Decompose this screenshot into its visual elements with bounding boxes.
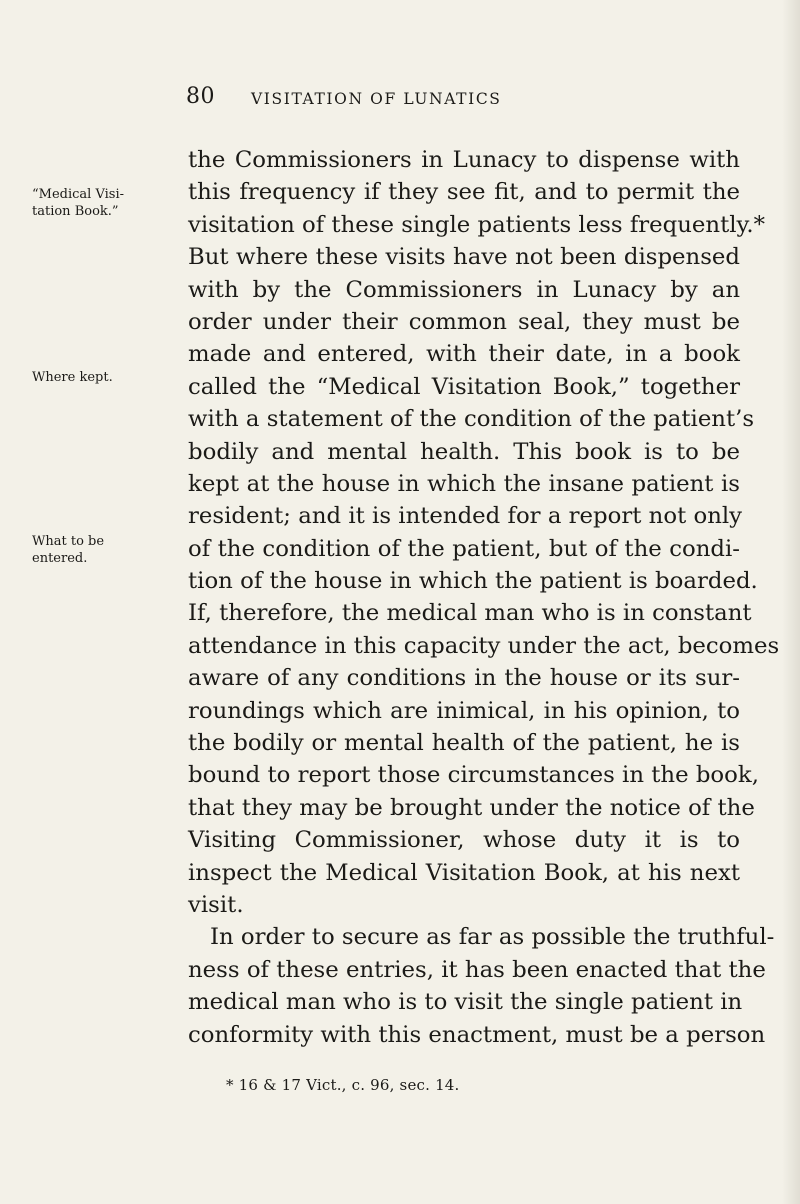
footnote: * 16 & 17 Vict., c. 96, sec. 14. bbox=[226, 1076, 460, 1094]
text-line: medical man who is to visit the single patient in bbox=[188, 989, 743, 1016]
text-line: inspect the Medical Visitation Book, at his next bbox=[188, 859, 740, 886]
text-line: attendance in this capacity under the act, becomes bbox=[188, 632, 780, 659]
page-header bbox=[0, 84, 800, 114]
page-edge-shadow bbox=[782, 0, 800, 1204]
text-line: that they may be brought under the notice of the bbox=[188, 794, 755, 821]
body-text bbox=[188, 144, 780, 1051]
text-line: Visiting Commissioner, whose duty it is to bbox=[188, 827, 740, 854]
sidenote-where-kept bbox=[32, 369, 172, 386]
text-line: with a statement of the condition of the patient’s bbox=[188, 406, 755, 433]
text-line: bound to report those circumstances in the book, bbox=[188, 762, 759, 789]
text-line: with by the Commissioners in Lunacy by an bbox=[188, 276, 740, 303]
running-head: VISITATION OF LUNATICS bbox=[251, 90, 502, 108]
sidenote-line: tation Book.” bbox=[32, 204, 119, 219]
text-line: called the “Medical Visitation Book,” together bbox=[188, 373, 740, 400]
text-line: order under their common seal, they must be bbox=[188, 308, 740, 335]
text-line: made and entered, with their date, in a book bbox=[188, 341, 740, 368]
text-line: resident; and it is intended for a report not only bbox=[188, 503, 743, 530]
text-line: visit. bbox=[188, 891, 244, 918]
text-line: But where these visits have not been dispensed bbox=[188, 244, 740, 271]
text-line: visitation of these single patients less frequently.* bbox=[188, 211, 766, 238]
text-line: the bodily or mental health of the patient, he is bbox=[188, 730, 740, 757]
sidenote-line: “Medical Visi- bbox=[32, 187, 124, 202]
sidenote-line: entered. bbox=[32, 551, 88, 566]
text-line: ness of these entries, it has been enacted that the bbox=[188, 956, 766, 983]
text-line-paragraph-start: In order to secure as far as possible the truthful- bbox=[210, 924, 775, 951]
text-line: roundings which are inimical, in his opinion, to bbox=[188, 697, 740, 724]
sidenote-line: Where kept. bbox=[32, 370, 113, 385]
sidenote-what-to-be-entered bbox=[32, 533, 172, 567]
text-line: of the condition of the patient, but of the condi- bbox=[188, 535, 740, 562]
text-line: bodily and mental health. This book is to be bbox=[188, 438, 740, 465]
text-line: this frequency if they see fit, and to permit the bbox=[188, 179, 740, 206]
sidenote-line: What to be bbox=[32, 534, 105, 549]
text-line: the Commissioners in Lunacy to dispense with bbox=[188, 147, 740, 173]
page-number: 80 bbox=[186, 84, 215, 109]
text-line: aware of any conditions in the house or its sur- bbox=[188, 665, 740, 692]
text-line: kept at the house in which the insane patient is bbox=[188, 470, 740, 497]
text-line: If, therefore, the medical man who is in constant bbox=[188, 600, 752, 627]
sidenote-medical-visitation-book bbox=[32, 186, 172, 220]
text-line: conformity with this enactment, must be a person bbox=[188, 1021, 766, 1048]
text-line: tion of the house in which the patient is boarded. bbox=[188, 568, 758, 595]
